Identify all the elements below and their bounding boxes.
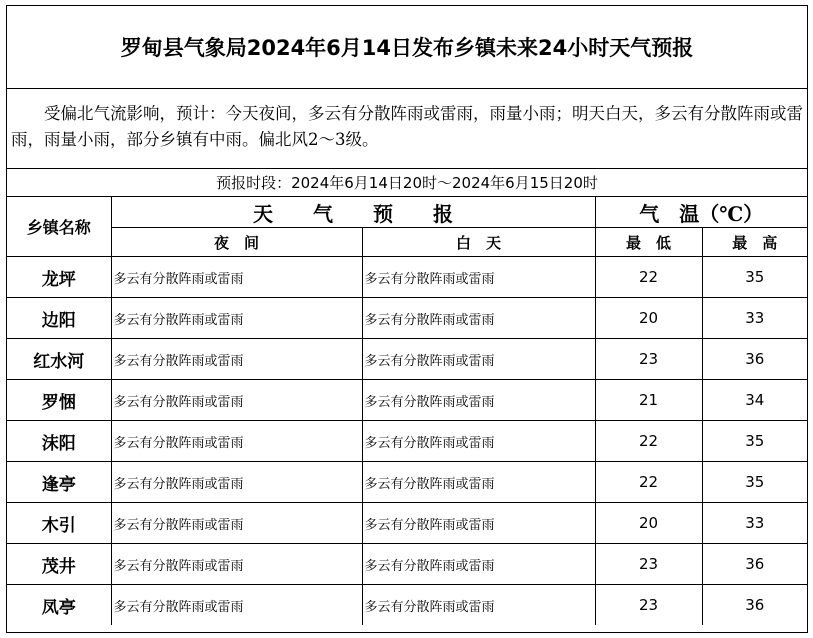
table-row xyxy=(7,421,807,462)
table-row xyxy=(7,462,807,503)
night-weather: 多云有分散阵雨或雷雨 xyxy=(111,503,362,544)
table-row xyxy=(7,503,807,544)
town-name: 沫阳 xyxy=(7,421,111,462)
day-weather: 多云有分散阵雨或雷雨 xyxy=(362,339,595,380)
town-name: 逢亭 xyxy=(7,462,111,503)
night-weather: 多云有分散阵雨或雷雨 xyxy=(111,380,362,421)
max-temp: 36 xyxy=(702,339,807,380)
table-row xyxy=(7,380,807,421)
town-name: 龙坪 xyxy=(7,257,111,298)
table-row xyxy=(7,585,807,626)
table-row xyxy=(7,339,807,380)
table-row xyxy=(7,544,807,585)
min-temp: 23 xyxy=(595,544,702,585)
forecast-sheet xyxy=(6,5,808,633)
max-temp: 33 xyxy=(702,298,807,339)
min-temp: 20 xyxy=(595,298,702,339)
table-row xyxy=(7,257,807,298)
min-temp: 22 xyxy=(595,421,702,462)
night-weather: 多云有分散阵雨或雷雨 xyxy=(111,298,362,339)
min-temp: 23 xyxy=(595,339,702,380)
day-weather: 多云有分散阵雨或雷雨 xyxy=(362,298,595,339)
header-min: 最 低 xyxy=(595,228,702,257)
max-temp: 35 xyxy=(702,462,807,503)
page-title: 罗甸县气象局2024年6月14日发布乡镇未来24小时天气预报 xyxy=(7,6,807,89)
town-name: 茂井 xyxy=(7,544,111,585)
town-name: 罗悃 xyxy=(7,380,111,421)
header-max: 最 高 xyxy=(702,228,807,257)
min-temp: 21 xyxy=(595,380,702,421)
weather-summary: 受偏北气流影响，预计：今天夜间，多云有分散阵雨或雷雨，雨量小雨；明天白天，多云有分散阵雨或雷雨，雨量小雨，部分乡镇有中雨。偏北风2～3级。 xyxy=(7,89,807,169)
day-weather: 多云有分散阵雨或雷雨 xyxy=(362,380,595,421)
night-weather: 多云有分散阵雨或雷雨 xyxy=(111,585,362,626)
day-weather: 多云有分散阵雨或雷雨 xyxy=(362,503,595,544)
max-temp: 36 xyxy=(702,585,807,626)
header-night: 夜 间 xyxy=(111,228,362,257)
header-day: 白 天 xyxy=(362,228,595,257)
night-weather: 多云有分散阵雨或雷雨 xyxy=(111,544,362,585)
day-weather: 多云有分散阵雨或雷雨 xyxy=(362,462,595,503)
day-weather: 多云有分散阵雨或雷雨 xyxy=(362,544,595,585)
night-weather: 多云有分散阵雨或雷雨 xyxy=(111,462,362,503)
max-temp: 36 xyxy=(702,544,807,585)
max-temp: 34 xyxy=(702,380,807,421)
min-temp: 22 xyxy=(595,462,702,503)
town-name: 木引 xyxy=(7,503,111,544)
night-weather: 多云有分散阵雨或雷雨 xyxy=(111,421,362,462)
min-temp: 23 xyxy=(595,585,702,626)
town-name: 边阳 xyxy=(7,298,111,339)
header-town: 乡镇名称 xyxy=(7,197,111,257)
table-row xyxy=(7,298,807,339)
day-weather: 多云有分散阵雨或雷雨 xyxy=(362,257,595,298)
max-temp: 35 xyxy=(702,421,807,462)
min-temp: 20 xyxy=(595,503,702,544)
town-name: 凤亭 xyxy=(7,585,111,626)
max-temp: 33 xyxy=(702,503,807,544)
day-weather: 多云有分散阵雨或雷雨 xyxy=(362,585,595,626)
town-name: 红水河 xyxy=(7,339,111,380)
night-weather: 多云有分散阵雨或雷雨 xyxy=(111,339,362,380)
max-temp: 35 xyxy=(702,257,807,298)
day-weather: 多云有分散阵雨或雷雨 xyxy=(362,421,595,462)
min-temp: 22 xyxy=(595,257,702,298)
header-temperature: 气 温（℃） xyxy=(595,197,807,228)
night-weather: 多云有分散阵雨或雷雨 xyxy=(111,257,362,298)
header-forecast: 天 气 预 报 xyxy=(111,197,595,228)
forecast-table xyxy=(7,197,807,625)
forecast-period: 预报时段：2024年6月14日20时～2024年6月15日20时 xyxy=(7,169,807,197)
